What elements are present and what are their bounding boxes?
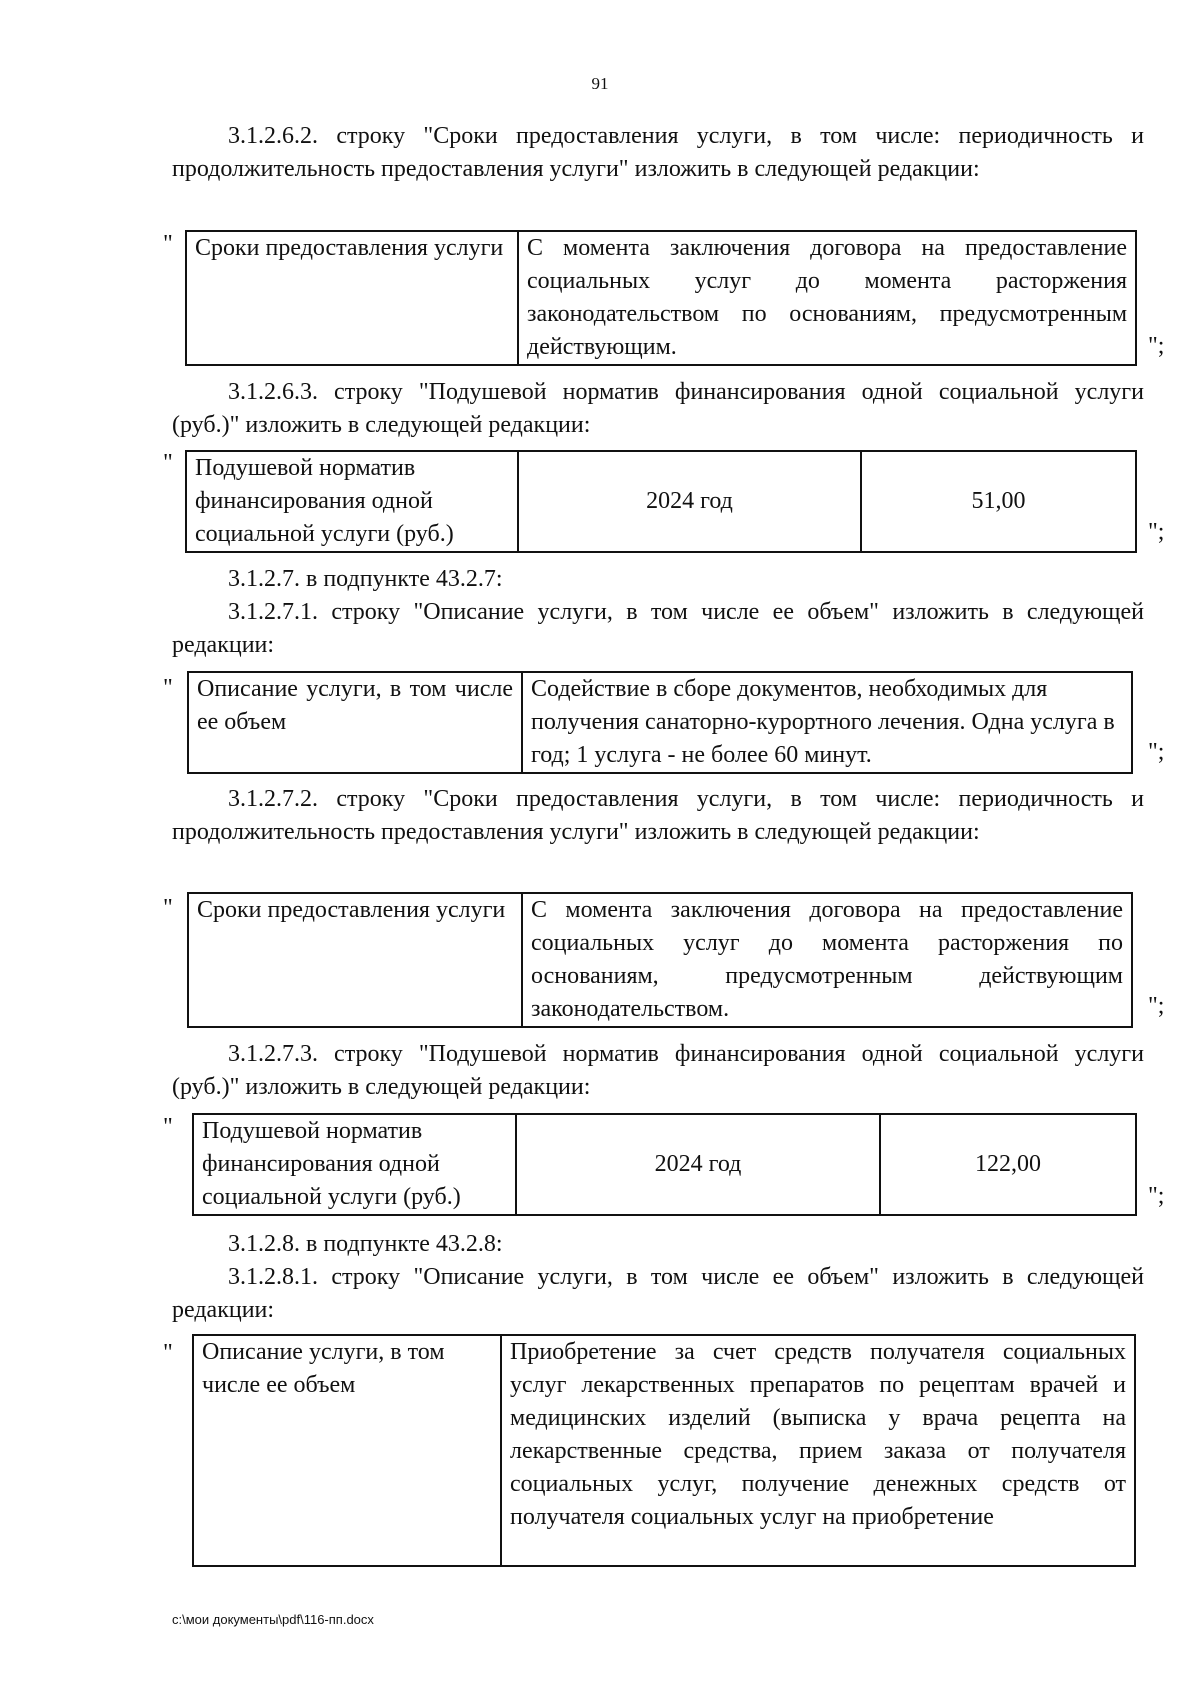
cell-value: Приобретение за счет средств получателя социальных услуг лекарственных препаратов по рецептам врачей и медицинских изделий (выписка у врача рецепта на лекарственные средства, прием заказа от получателя социальных услуг, получение денежных средств от получателя социальных услуг на приобретение — [501, 1335, 1135, 1566]
paragraph-3-1-2-7 — [172, 563, 1144, 596]
cell-amount: 51,00 — [861, 451, 1136, 552]
paragraph-3-1-2-7-1 — [172, 596, 1144, 662]
table-service-description-2 — [192, 1334, 1136, 1567]
quote-close: "; — [1148, 993, 1165, 1019]
table-service-description-1 — [187, 671, 1133, 774]
cell-year: 2024 год — [518, 451, 861, 552]
cell-label: Подушевой норматив финансирования одной социальной услуги (руб.) — [186, 451, 518, 552]
quote-open: " — [163, 231, 173, 257]
cell-value: С момента заключения договора на предоставление социальных услуг до момента расторжения законодательством по основаниям, предусмотренным действующим. — [518, 231, 1136, 365]
table-service-terms-1 — [185, 230, 1137, 366]
table-service-terms-2 — [187, 892, 1133, 1028]
paragraph-text: 3.1.2.7.1. строку "Описание услуги, в том числе ее объем" изложить в следующей редакции: — [172, 599, 1144, 658]
paragraph-text: 3.1.2.8. в подпункте 43.2.8: — [228, 1231, 503, 1257]
paragraph-3-1-2-6-2 — [172, 120, 1144, 186]
quote-open: " — [163, 1114, 173, 1140]
paragraph-text: 3.1.2.6.2. строку "Сроки предоставления услуги, в том числе: периодичность и продолжительность предоставления услуги" изложить в следующей редакции: — [172, 123, 1144, 182]
paragraph-3-1-2-8 — [172, 1228, 1144, 1261]
paragraph-text: 3.1.2.7. в подпункте 43.2.7: — [228, 566, 503, 592]
paragraph-text: 3.1.2.7.3. строку "Подушевой норматив финансирования одной социальной услуги (руб.)" изложить в следующей редакции: — [172, 1041, 1144, 1100]
cell-label: Подушевой норматив финансирования одной социальной услуги (руб.) — [193, 1114, 516, 1215]
quote-close: "; — [1148, 519, 1165, 545]
page-number: 91 — [591, 74, 609, 93]
quote-open: " — [163, 450, 173, 476]
file-path-footer: c:\мои документы\pdf\116-пп.docx — [172, 1612, 374, 1627]
quote-close: "; — [1148, 1183, 1165, 1209]
paragraph-3-1-2-8-1 — [172, 1261, 1144, 1327]
cell-amount: 122,00 — [880, 1114, 1136, 1215]
cell-label: Сроки предоставления услуги — [188, 893, 522, 1027]
paragraph-text: 3.1.2.8.1. строку "Описание услуги, в том числе ее объем" изложить в следующей редакции: — [172, 1264, 1144, 1323]
paragraph-3-1-2-6-3 — [172, 376, 1144, 442]
cell-label: Описание услуги, в том числе ее объем — [193, 1335, 501, 1566]
paragraph-3-1-2-7-2 — [172, 783, 1144, 849]
quote-open: " — [163, 895, 173, 921]
cell-value: С момента заключения договора на предоставление социальных услуг до момента расторжения по основаниям, предусмотренным действующим законодательством. — [522, 893, 1132, 1027]
quote-close: "; — [1148, 333, 1165, 359]
paragraph-text: 3.1.2.7.2. строку "Сроки предоставления услуги, в том числе: периодичность и продолжительность предоставления услуги" изложить в следующей редакции: — [172, 786, 1144, 845]
cell-label: Сроки предоставления услуги — [186, 231, 518, 365]
paragraph-text: 3.1.2.6.3. строку "Подушевой норматив финансирования одной социальной услуги (руб.)" изложить в следующей редакции: — [172, 379, 1144, 438]
quote-open: " — [163, 1340, 173, 1366]
quote-open: " — [163, 675, 173, 701]
paragraph-3-1-2-7-3 — [172, 1038, 1144, 1104]
cell-label: Описание услуги, в том числе ее объем — [188, 672, 522, 773]
table-financing-norm-2 — [192, 1113, 1137, 1216]
cell-year: 2024 год — [516, 1114, 880, 1215]
cell-value: Содействие в сборе документов, необходимых для получения санаторно-курортного лечения. Одна услуга в год; 1 услуга - не более 60 минут. — [522, 672, 1132, 773]
table-financing-norm-1 — [185, 450, 1137, 553]
quote-close: "; — [1148, 739, 1165, 765]
